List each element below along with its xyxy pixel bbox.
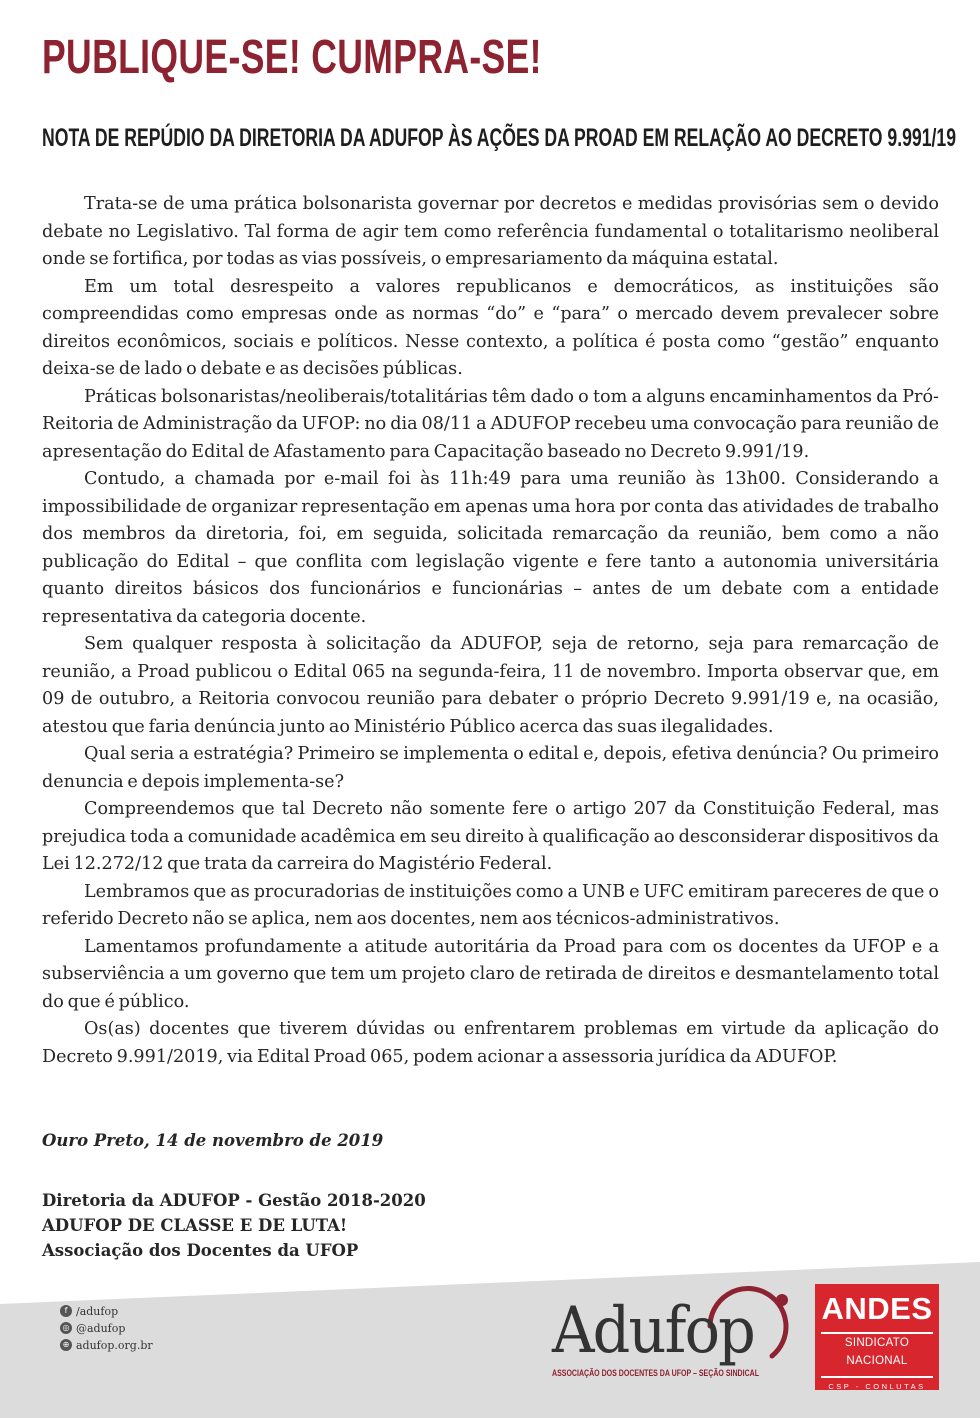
signature-line: Diretoria da ADUFOP - Gestão 2018-2020 — [42, 1191, 426, 1210]
paragraph: Os(as) docentes que tiverem dúvidas ou enfrentarem problemas em virtude da aplicação do Decreto 9.991/2019, via Edital Proad 065, podem acionar a assessoria jurídica da ADUFOP. — [42, 1019, 939, 1067]
paragraph: Contudo, a chamada por e-mail foi às 11h:49 para uma reunião às 13h00. Considerando a impossibilidade de organizar representação em apenas uma hora por conta das atividades de trabalho dos membros da diretoria, foi, em seguida, solicitada remarcação da reunião, bem como a não publicação do Edital – que conflita com legislação vigente e fere tanto a autonomia universitária quanto direitos básicos dos funcionários e funcionárias – antes de um debate com a entidade representativa da categoria docente. — [42, 469, 939, 627]
social-facebook[interactable] — [60, 1303, 153, 1319]
paragraph: Sem qualquer resposta à solicitação da ADUFOP, seja de retorno, seja para remarcação de reunião, a Proad publicou o Edital 065 na segunda-feira, 11 de novembro. Importa observar que, em 09 de outubro, a Reitoria convocou reunião para debater o próprio Decreto 9.991/19 e, na ocasião, atestou que faria denúncia junto ao Ministério Público acerca das suas ilegalidades. — [42, 634, 939, 737]
paragraph: Em um total desrespeito a valores republicanos e democráticos, as instituições são compreendidas como empresas onde as normas “do” e “para” o mercado devem prevalecer sobre direitos econômicos, sociais e políticos. Nesse contexto, a política é posta como “gestão” enquanto deixa-se de lado o debate e as decisões públicas. — [42, 276, 939, 379]
page-subtitle: NOTA DE REPÚDIO DA DIRETORIA DA ADUFOP ÀS AÇÕES DA PROAD EM RELAÇÃO AO DECRETO 9.991/19 — [42, 124, 957, 152]
signature-line: ADUFOP DE CLASSE E DE LUTA! — [42, 1216, 348, 1235]
paragraph: Práticas bolsonaristas/neoliberais/totalitárias têm dado o tom a alguns encaminhamentos da Pró-Reitoria de Administração da UFOP: no dia 08/11 a ADUFOP recebeu uma convocação para reunião de apresentação do Edital de Afastamento para Capacitação baseado no Decreto 9.991/19. — [42, 386, 939, 462]
social-instagram-text: @adufop — [76, 1321, 126, 1335]
social-facebook-text: /adufop — [76, 1304, 119, 1318]
andes-subtitle: SINDICATO NACIONAL — [844, 1337, 910, 1367]
paragraph: Lamentamos profundamente a atitude autoritária da Proad para com os docentes da UFOP e a subserviência a um governo que tem um projeto claro de retirada de direitos e desmantelamento total do que é público. — [42, 936, 939, 1012]
social-links — [60, 1303, 153, 1354]
andes-logo — [815, 1284, 939, 1390]
facebook-icon: f — [60, 1305, 72, 1317]
andes-divider — [821, 1376, 933, 1378]
adufop-logo — [552, 1278, 792, 1390]
paragraph: Qual seria a estratégia? Primeiro se implementa o edital e, depois, efetiva denúncia? Ou primeiro denuncia e depois implementa-se? — [42, 744, 939, 792]
paragraph: Lembramos que as procuradorias de instituições como a UNB e UFC emitiram pareceres de que o referido Decreto não se aplica, nem aos docentes, nem aos técnicos-administrativos. — [42, 881, 939, 929]
social-website[interactable] — [60, 1337, 153, 1353]
signature-line: Associação dos Docentes da UFOP — [42, 1241, 359, 1260]
adufop-wordmark: Adufop — [552, 1294, 755, 1368]
instagram-icon: ◎ — [60, 1322, 72, 1334]
signature-block — [42, 1188, 426, 1263]
paragraph: Compreendemos que tal Decreto não somente fere o artigo 207 da Constituição Federal, mas prejudica toda a comunidade acadêmica em seu direito à qualificação ao desconsiderar dispositivos da Lei 12.272/12 que trata da carreira do Magistério Federal. — [42, 799, 939, 874]
globe-icon: ⊕ — [60, 1339, 72, 1351]
paragraph: Trata-se de uma prática bolsonarista governar por decretos e medidas provisórias sem o devido debate no Legislativo. Tal forma de agir tem como referência fundamental o totalitarismo neoliberal onde se fortifica, por todas as vias possíveis, o empresariamento da máquina estatal. — [42, 194, 939, 269]
letter-body — [42, 191, 939, 1071]
social-website-text: adufop.org.br — [76, 1338, 153, 1352]
page-title: PUBLIQUE-SE! CUMPRA-SE! — [42, 31, 542, 84]
signature-date: Ouro Preto, 14 de novembro de 2019 — [42, 1131, 384, 1150]
andes-name: ANDES — [821, 1291, 933, 1326]
social-instagram[interactable] — [60, 1320, 153, 1336]
andes-affiliation: CSP - CONLUTAS — [828, 1382, 926, 1391]
adufop-tagline: ASSOCIAÇÃO DOS DOCENTES DA UFOP – SEÇÃO SINDICAL — [552, 1368, 760, 1379]
